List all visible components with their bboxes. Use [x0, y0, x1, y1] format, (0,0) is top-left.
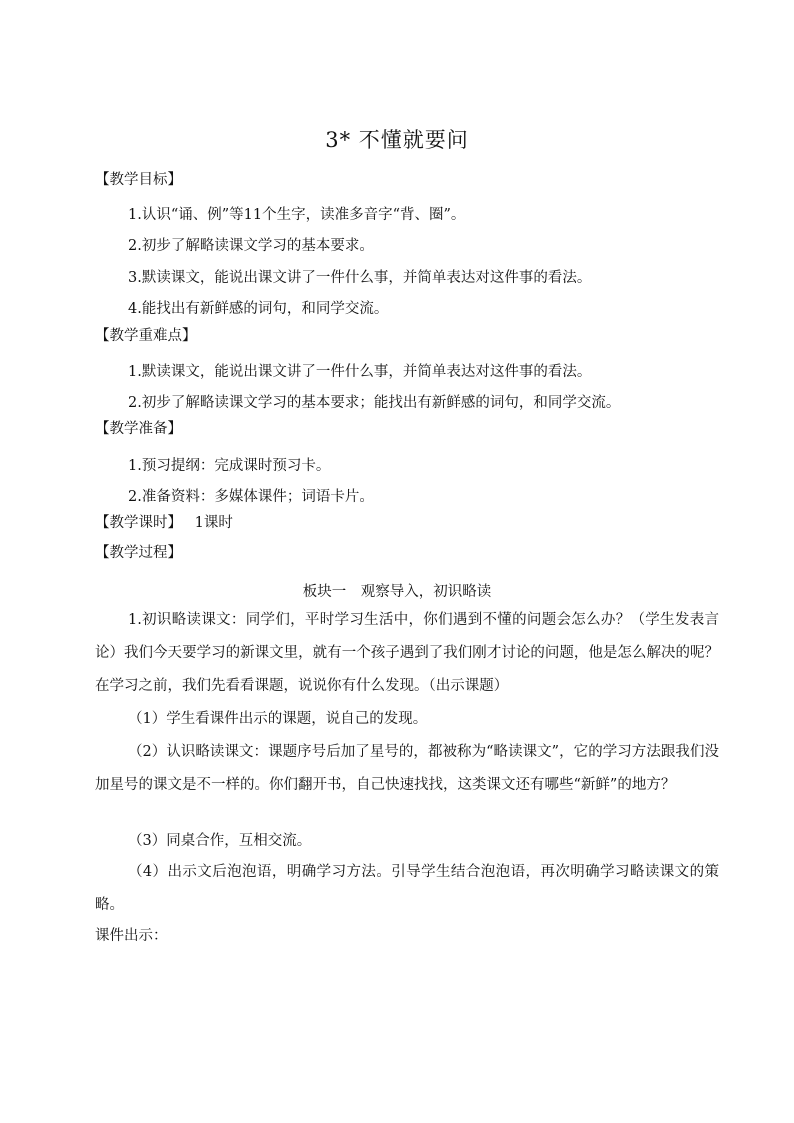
prep-heading: 【教学准备】 — [95, 421, 182, 437]
keypoint-item: 2.初步了解略读课文学习的基本要求；能找出有新鲜感的词句，和同学交流。 — [128, 395, 621, 411]
goal-item: 1.认识“诵、例”等11个生字，读准多音字“背、圈”。 — [128, 207, 466, 223]
prep-item: 1.预习提纲：完成课时预习卡。 — [128, 458, 331, 474]
goal-item: 3.默读课文，能说出课文讲了一件什么事，并简单表达对这件事的看法。 — [128, 270, 592, 286]
courseware-label: 课件出示： — [95, 928, 168, 944]
keypoint-item: 1.默读课文，能说出课文讲了一件什么事，并简单表达对这件事的看法。 — [128, 364, 592, 380]
goal-item: 2.初步了解略读课文学习的基本要求。 — [128, 238, 374, 254]
prep-item: 2.准备资料：多媒体课件；词语卡片。 — [128, 489, 374, 505]
process-step: （4）出示文后泡泡语，明确学习方法。引导学生结合泡泡语，再次明确学习略读课文的策略。 — [95, 864, 719, 913]
goals-heading: 【教学目标】 — [95, 172, 182, 188]
keypoints-heading: 【教学重难点】 — [95, 328, 197, 344]
goal-item: 4.能找出有新鲜感的词句，和同学交流。 — [128, 301, 389, 317]
process-step: （1）学生看课件出示的课题，说自己的发现。 — [128, 711, 428, 727]
hours-row — [95, 516, 233, 531]
process-step: （2）认识略读课文：课题序号后加了星号的，都被称为“略读课文”，它的学习方法跟我们没加星号的课文是不一样的。你们翻开书，自己快速找找，这类课文还有哪些“新鲜”的地方？ — [95, 744, 719, 793]
block-title: 板块一 观察导入，初识略读 — [302, 584, 492, 600]
process-paragraph: 1.初识略读课文：同学们，平时学习生活中，你们遇到不懂的问题会怎么办？（学生发表言论）我们今天要学习的新课文里，就有一个孩子遇到了我们刚才讨论的问题，他是怎么解决的呢？在学习之前，我们先看看课题，说说你有什么发现。（出示课题） — [95, 612, 719, 694]
hours-value: 1课时 — [194, 515, 233, 531]
process-step: （3）同桌合作，互相交流。 — [128, 833, 312, 849]
process-heading: 【教学过程】 — [95, 545, 182, 561]
hours-heading: 【教学课时】 — [95, 515, 182, 531]
lesson-title: 3* 不懂就要问 — [325, 128, 469, 152]
